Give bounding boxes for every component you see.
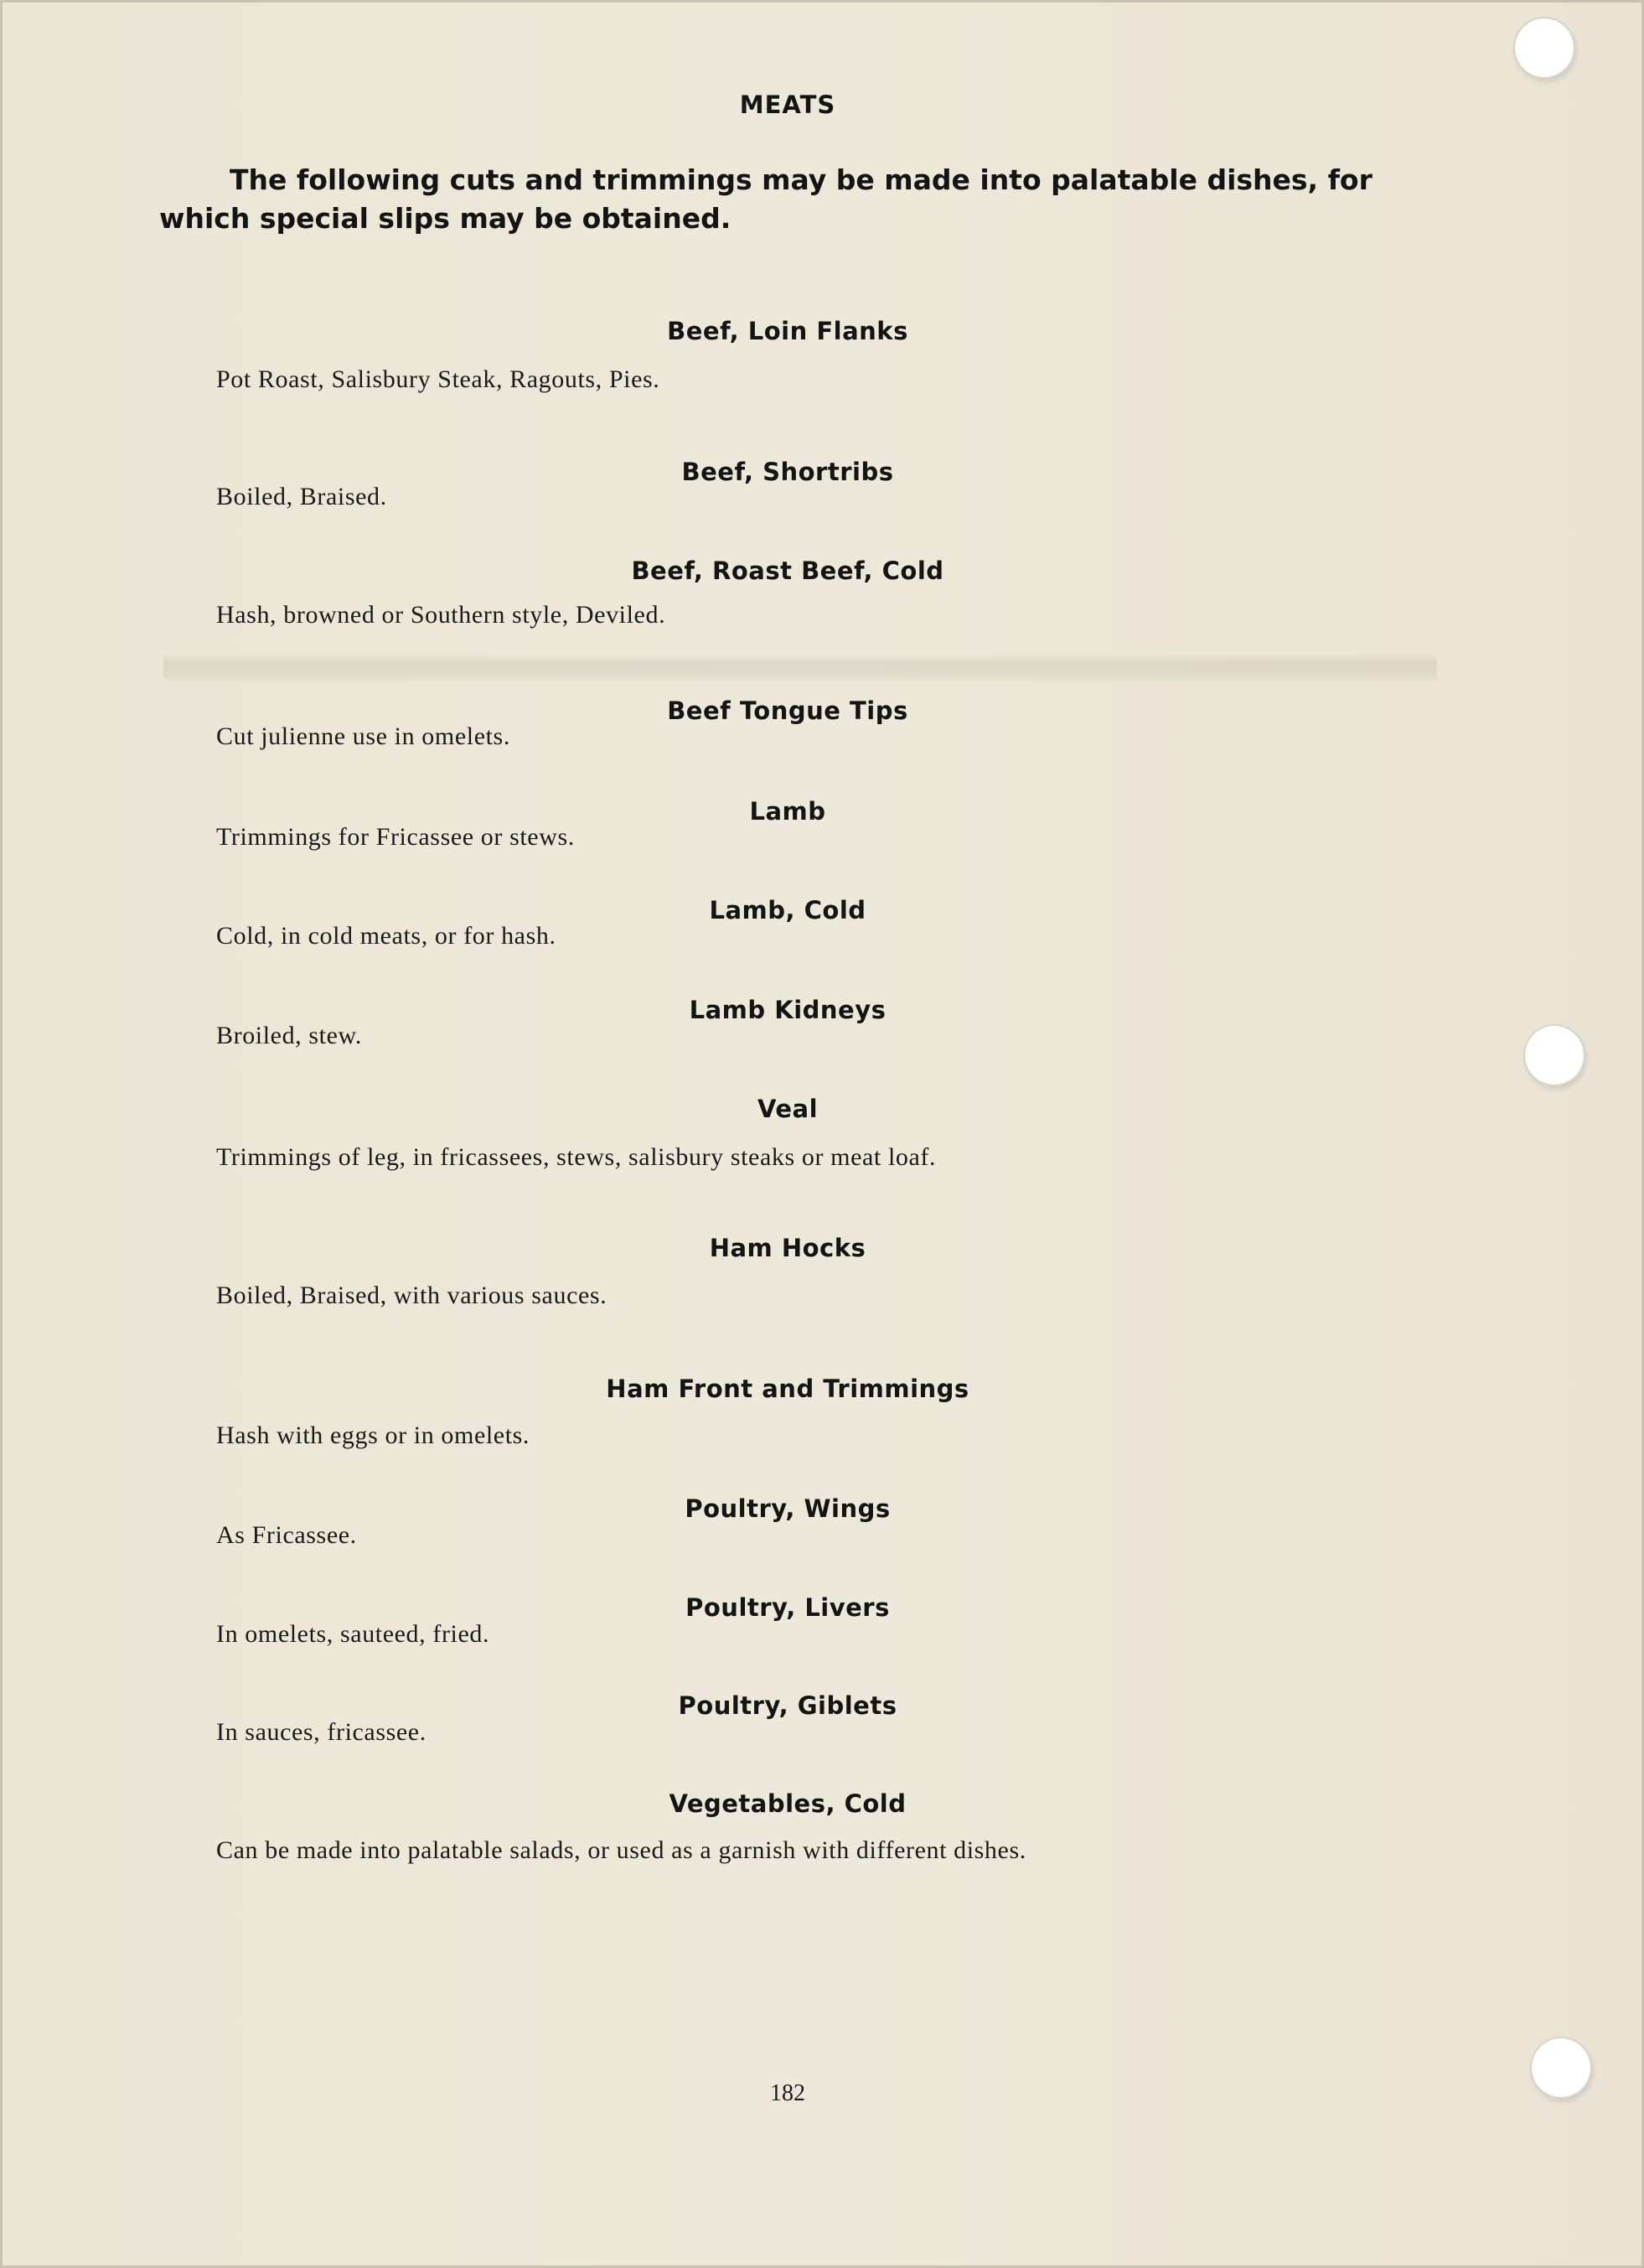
punch-hole xyxy=(1523,1024,1585,1086)
item-text: Broiled, stew. xyxy=(216,1022,362,1049)
item-text: Trimmings for Fricassee or stews. xyxy=(216,823,575,851)
item-title: Poultry, Livers xyxy=(685,1593,890,1622)
item-title: Poultry, Giblets xyxy=(678,1691,897,1720)
item-text: As Fricassee. xyxy=(216,1521,357,1549)
item-text: Boiled, Braised. xyxy=(216,483,387,510)
intro-paragraph: The following cuts and trimmings may be made into palatable dishes, for which special slips may be obtained. xyxy=(159,163,1373,235)
item-title: Beef, Shortribs xyxy=(681,458,894,486)
item-title: Beef Tongue Tips xyxy=(667,696,908,725)
item-text: Hash, browned or Southern style, Deviled. xyxy=(216,601,666,629)
item-title: Ham Front and Trimmings xyxy=(606,1375,969,1403)
item-text: In omelets, sauteed, fried. xyxy=(216,1620,490,1648)
item-text: Boiled, Braised, with various sauces. xyxy=(216,1282,607,1309)
item-text: Trimmings of leg, in fricassees, stews, salisbury steaks or meat loaf. xyxy=(216,1143,937,1171)
item-title: Veal xyxy=(757,1095,819,1123)
item-text: Hash with eggs or in omelets. xyxy=(216,1421,530,1449)
item-title: Lamb xyxy=(749,797,826,826)
show-through-band xyxy=(163,654,1437,684)
page-title: MEATS xyxy=(739,91,836,119)
item-title: Lamb Kidneys xyxy=(689,996,887,1024)
item-text: In sauces, fricassee. xyxy=(216,1718,427,1746)
item-title: Vegetables, Cold xyxy=(669,1789,907,1818)
item-text: Cut julienne use in omelets. xyxy=(216,722,510,750)
item-text: Pot Roast, Salisbury Steak, Ragouts, Pies. xyxy=(216,365,660,393)
item-title: Lamb, Cold xyxy=(709,896,866,924)
item-title: Beef, Roast Beef, Cold xyxy=(631,557,944,585)
page-number: 182 xyxy=(770,2080,805,2106)
item-title: Poultry, Wings xyxy=(685,1494,891,1523)
item-title: Beef, Loin Flanks xyxy=(667,317,908,345)
item-text: Cold, in cold meats, or for hash. xyxy=(216,922,556,950)
item-title: Ham Hocks xyxy=(709,1234,866,1262)
item-text: Can be made into palatable salads, or used as a garnish with different dishes. xyxy=(216,1836,1026,1864)
punch-hole xyxy=(1513,17,1575,79)
